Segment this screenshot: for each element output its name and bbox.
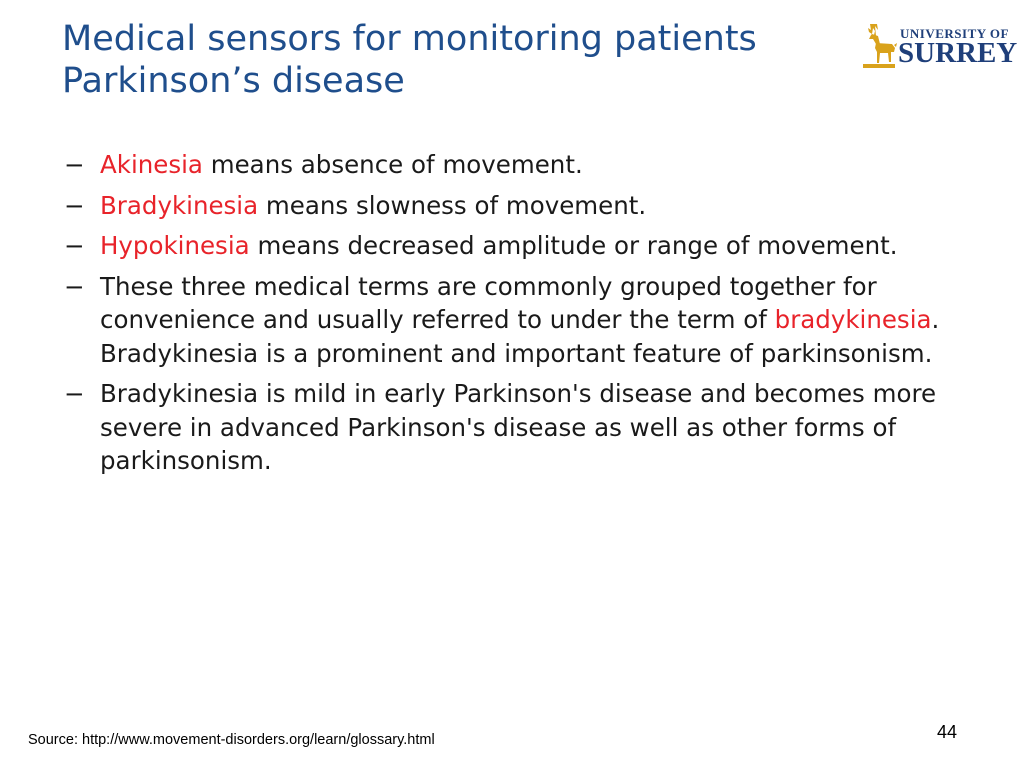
bullet-text: means decreased amplitude or range of movement. <box>249 231 898 260</box>
logo-university-of: UNIVERSITY OF <box>900 26 1009 41</box>
slide-title: Medical sensors for monitoring patients Parkinson’s disease <box>62 19 757 101</box>
stag-icon <box>858 22 898 70</box>
bullet-bradykinesia <box>62 189 972 223</box>
bullet-akinesia <box>62 148 972 182</box>
bullet-marker: − <box>64 190 85 220</box>
bullet-marker: − <box>64 231 85 260</box>
bullet-text: . Bradykinesia is a prominent and important feature of parkinsonism. <box>100 305 940 368</box>
bullet-hypokinesia <box>62 229 972 263</box>
logo-surrey: SURREY <box>898 37 1018 69</box>
bullet-text: means slowness of movement. <box>258 190 647 220</box>
source-citation: Source: http://www.movement-disorders.org/learn/glossary.html <box>28 732 435 748</box>
term-bradykinesia-grouped: bradykinesia <box>774 305 932 334</box>
term-hypokinesia: Hypokinesia <box>100 231 250 260</box>
bullet-text: means absence of movement. <box>202 150 583 179</box>
bullet-severity <box>62 377 972 478</box>
bullet-grouping <box>62 270 972 371</box>
bullet-marker: − <box>64 379 85 408</box>
page-number: 44 <box>937 722 958 742</box>
bullet-marker: − <box>64 271 85 301</box>
bullet-text: Bradykinesia is mild in early Parkinson's disease and becomes more severe in advanced Parkinson's disease as well as other forms of parkinsonism. <box>100 379 937 475</box>
bullet-text: These three medical terms are commonly grouped together for convenience and usually referred to under the term of <box>100 271 877 334</box>
term-akinesia: Akinesia <box>100 150 203 179</box>
term-bradykinesia: Bradykinesia <box>100 190 259 220</box>
bullet-marker: − <box>64 150 85 179</box>
university-logo <box>858 22 1018 72</box>
bullet-list <box>62 148 972 485</box>
